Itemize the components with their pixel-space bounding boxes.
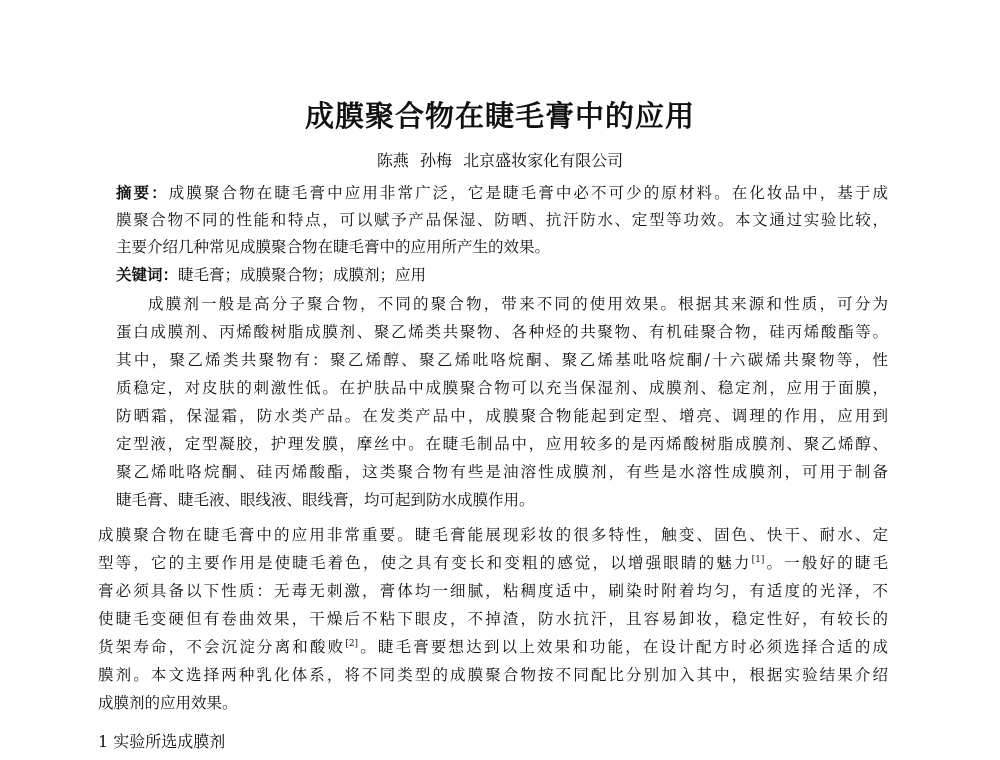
paper-title: 成膜聚合物在睫毛膏中的应用 <box>304 99 695 133</box>
text-span: 型等，它的主要作用是使睫毛着色，使之具有变长和变粗的感觉，以增强眼睛的魅力 <box>98 554 752 572</box>
paragraph-line: 成膜聚合物在睫毛膏中的应用非常重要。睫毛膏能展现彩妆的很多特性，触变、固色、快干、耐水、定 <box>98 526 888 544</box>
abstract-line: 主要介绍几种常见成膜聚合物在睫毛膏中的应用所产生的效果。 <box>116 238 551 256</box>
paragraph-line: 蛋白成膜剂、丙烯酸树脂成膜剂、聚乙烯类共聚物、各种烃的共聚物、有机硅聚合物，硅丙烯酸酯等。 <box>116 323 888 341</box>
paragraph-line: 睫毛膏、睫毛液、眼线液、眼线膏，均可起到防水成膜作用。 <box>116 491 535 509</box>
text-span: 。一般好的睫毛 <box>764 554 888 572</box>
affiliation: 北京盛妆家化有限公司 <box>463 151 624 170</box>
author-name: 陈燕 <box>376 151 409 170</box>
keywords-text: 睫毛膏；成膜聚合物；成膜剂；应用 <box>178 266 427 284</box>
paragraph-line: 防晒霜，保湿霜，防水类产品。在发类产品中，成膜聚合物能起到定型、增亮、调理的作用，应用到 <box>116 407 888 425</box>
abstract-line <box>116 181 888 205</box>
citation-ref: [2] <box>345 638 359 649</box>
keywords-label: 关键词： <box>116 265 179 284</box>
abstract-label: 摘要： <box>116 183 169 202</box>
paragraph-line: 聚乙烯吡咯烷酮、硅丙烯酸酯，这类聚合物有些是油溶性成膜剂，有些是水溶性成膜剂，可用于制备 <box>116 463 888 481</box>
paragraph-line: 使睫毛变硬但有卷曲效果，干燥后不粘下眼皮，不掉渣，防水抗汗，且容易卸妆，稳定性好，有较长的 <box>98 610 888 628</box>
paragraph-line: 膏必须具备以下性质：无毒无刺激，膏体均一细腻，粘稠度适中，刷染时附着均匀，有适度的光泽，不 <box>98 582 888 600</box>
paragraph-line: 其中，聚乙烯类共聚物有：聚乙烯醇、聚乙烯吡咯烷酮、聚乙烯基吡咯烷酮/十六碳烯共聚物等，性 <box>116 351 888 369</box>
paragraph-line: 成膜剂的应用效果。 <box>98 694 238 712</box>
author-name: 孙梅 <box>419 151 452 170</box>
paragraph-line: 膜剂。本文选择两种乳化体系，将不同类型的成膜聚合物按不同配比分别加入其中，根据实验结果介绍 <box>98 666 888 684</box>
paragraph-line <box>98 635 888 659</box>
byline <box>0 150 1000 172</box>
citation-ref: [1] <box>751 554 765 565</box>
paragraph-line: 成膜剂一般是高分子聚合物，不同的聚合物，带来不同的使用效果。根据其来源和性质，可分为 <box>148 295 888 313</box>
abstract-line: 膜聚合物不同的性能和特点，可以赋予产品保湿、防晒、抗汗防水、定型等功效。本文通过实验比较， <box>116 211 888 229</box>
abstract-text: 成膜聚合物在睫毛膏中应用非常广泛，它是睫毛膏中必不可少的原材料。在化妆品中，基于成 <box>168 184 888 202</box>
text-span: 。睫毛膏要想达到以上效果和功能，在设计配方时必须选择合适的成 <box>358 638 888 656</box>
paragraph-line: 质稳定，对皮肤的刺激性低。在护肤品中成膜聚合物可以充当保湿剂、成膜剂、稳定剂，应用于面膜， <box>116 379 888 397</box>
paragraph-line: 定型液，定型凝胶，护理发膜，摩丝中。在睫毛制品中，应用较多的是丙烯酸树脂成膜剂、聚乙烯醇、 <box>116 435 888 453</box>
section-heading: 1 实验所选成膜剂 <box>98 732 226 751</box>
text-span: 货架寿命，不会沉淀分离和酸败 <box>98 638 346 656</box>
keywords-line <box>116 263 888 287</box>
paragraph-line <box>98 551 888 575</box>
